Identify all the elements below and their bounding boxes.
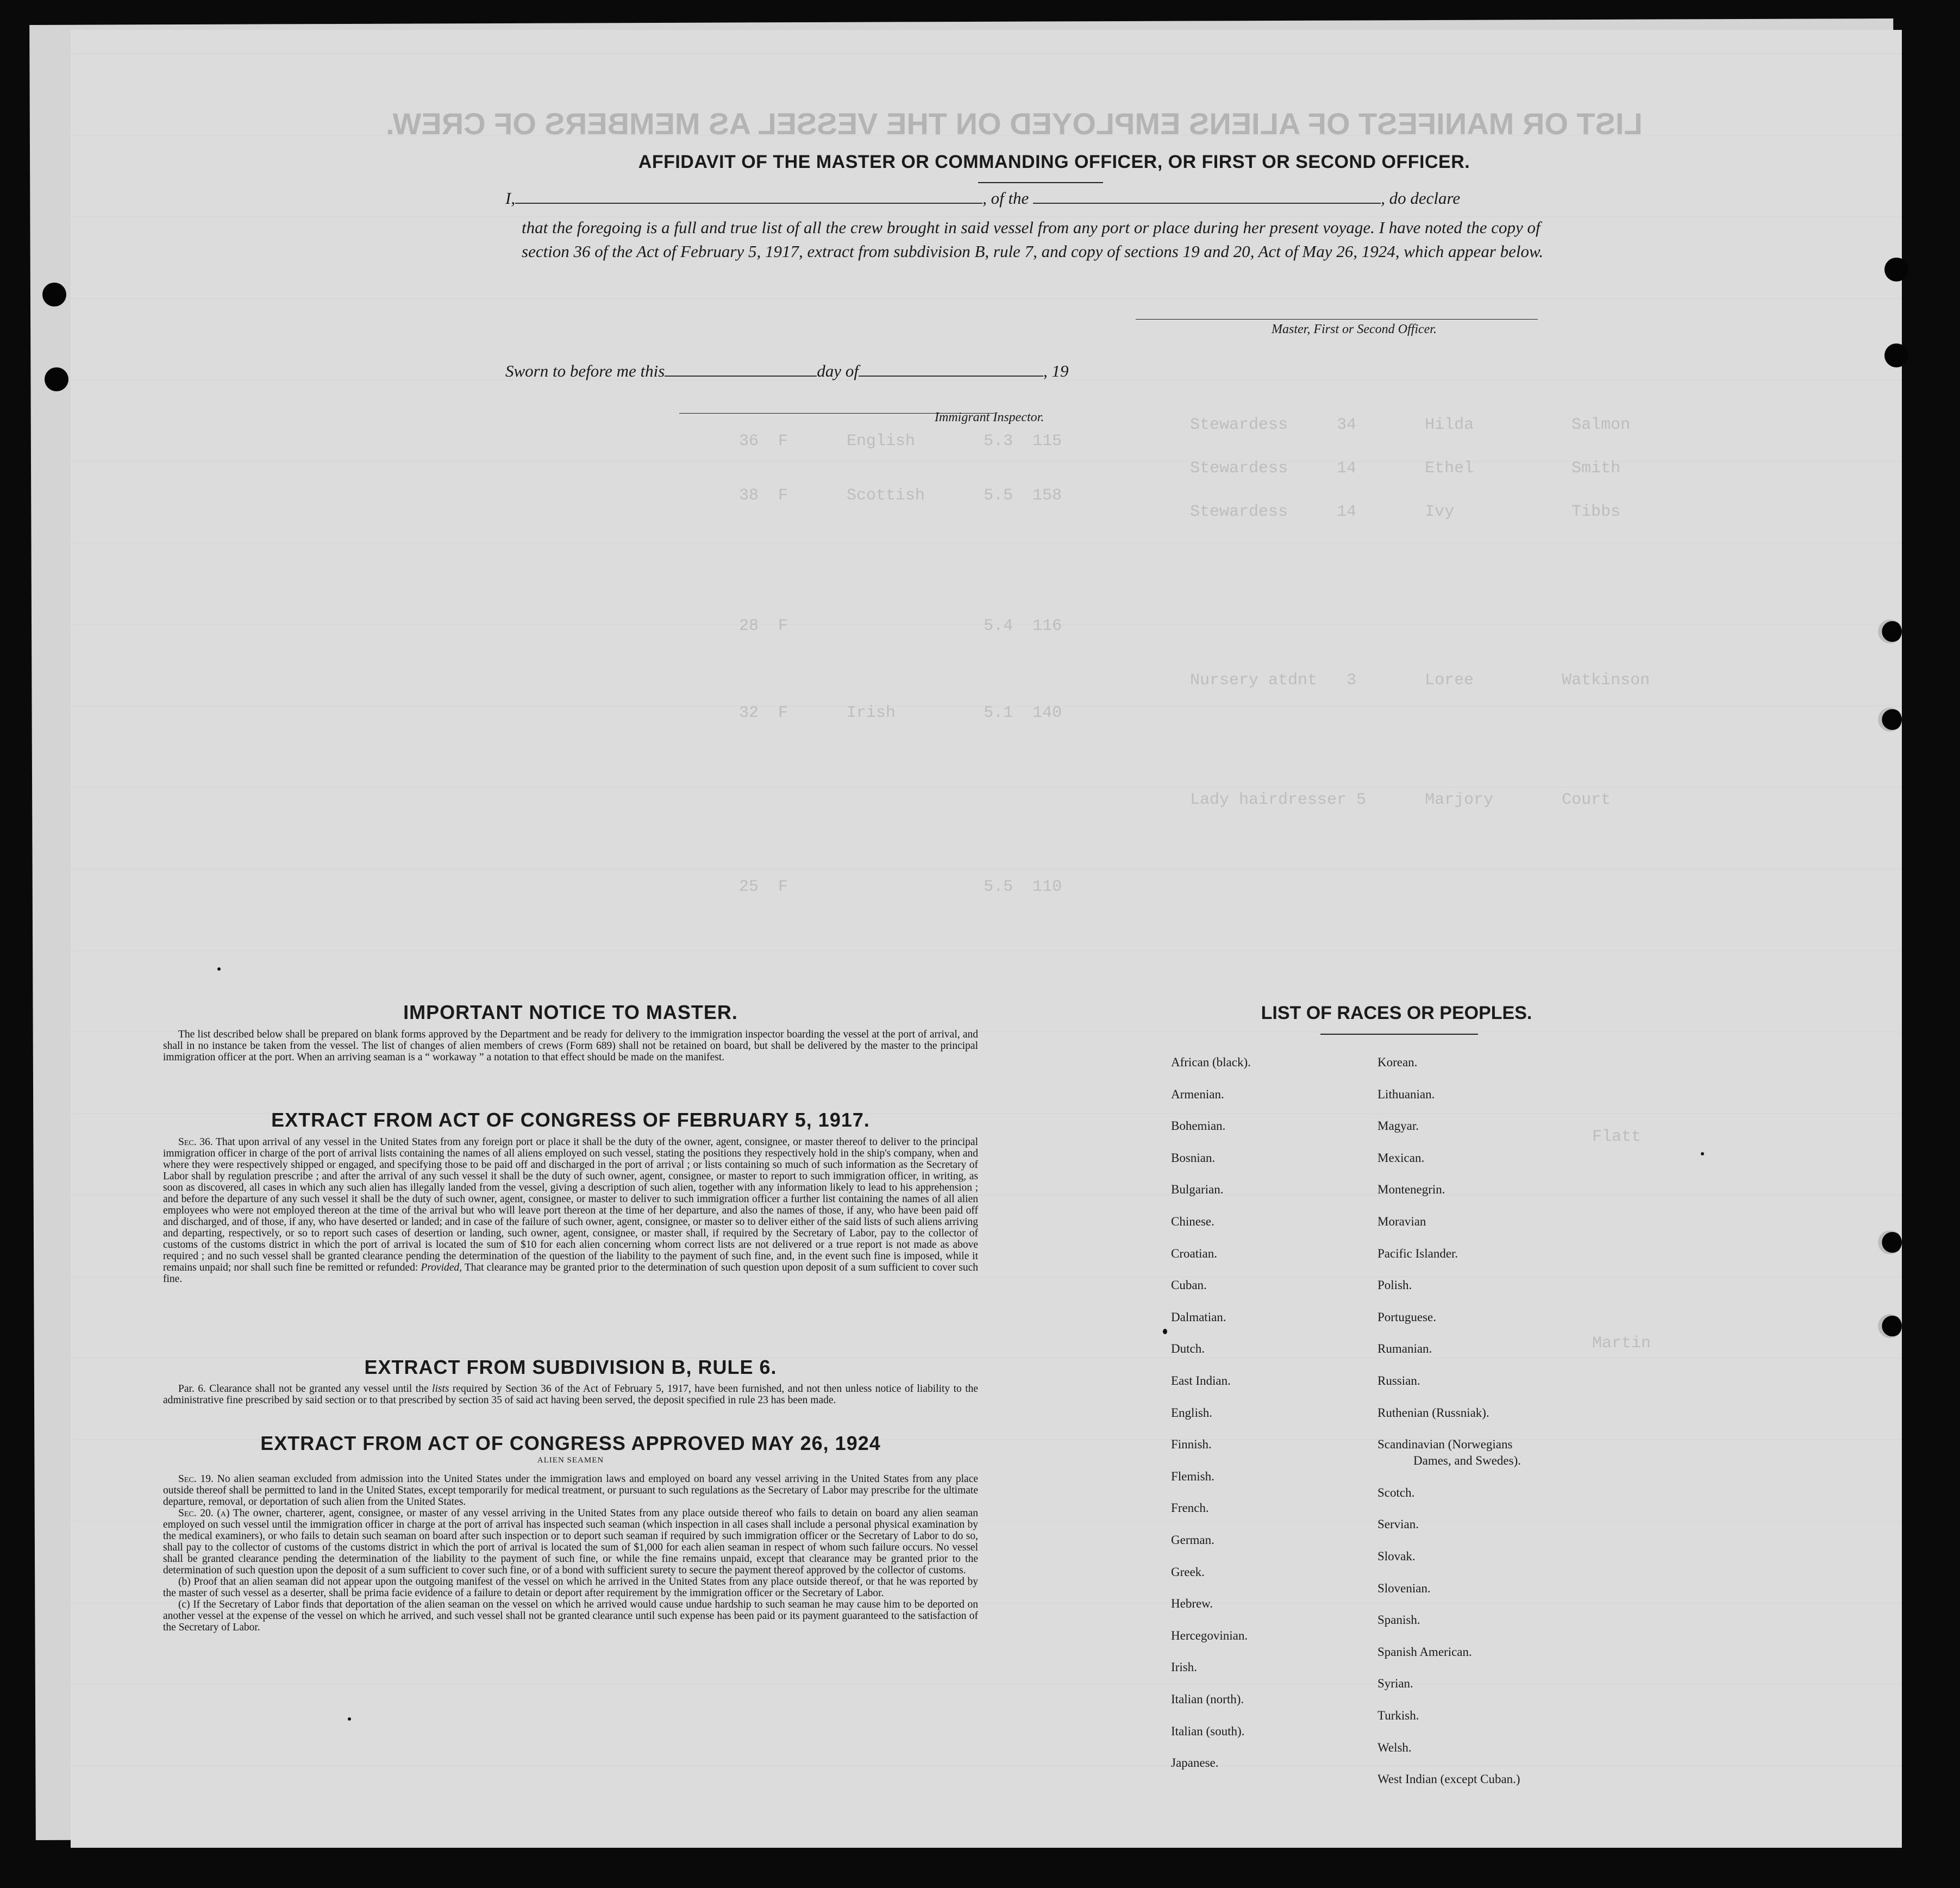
- race-item: Dalmatian.: [1171, 1310, 1226, 1324]
- i-label: I,: [505, 189, 516, 208]
- race-item: Dutch.: [1171, 1342, 1205, 1356]
- races-title: LIST OF RACES OR PEOPLES.: [1261, 1003, 1532, 1023]
- inspector-label: Immigrant Inspector.: [935, 410, 1044, 424]
- sworn-label: Sworn to before me this: [505, 361, 665, 380]
- extract-rule6-text: [163, 1383, 978, 1406]
- speck: [1701, 1152, 1704, 1155]
- do-declare-label: , do declare: [1381, 189, 1461, 208]
- punch-hole: [1884, 258, 1908, 282]
- notice-text: [163, 1029, 978, 1063]
- race-item: Bosnian.: [1171, 1151, 1216, 1165]
- race-item: Dames, and Swedes).: [1413, 1454, 1521, 1468]
- speck: [348, 1717, 351, 1721]
- sworn-line: [505, 361, 1068, 381]
- race-item: Lithuanian.: [1377, 1087, 1435, 1101]
- race-item: Rumanian.: [1377, 1342, 1432, 1356]
- race-item: Finnish.: [1171, 1437, 1212, 1452]
- race-item: Scotch.: [1377, 1485, 1415, 1499]
- race-item: German.: [1171, 1533, 1214, 1547]
- extract-1924-text: [163, 1473, 978, 1633]
- sec20a-label: Sec. 20. (a): [178, 1508, 230, 1519]
- race-item: Syrian.: [1377, 1677, 1413, 1691]
- race-item: Welsh.: [1377, 1740, 1412, 1754]
- vessel-blank: [1033, 190, 1381, 204]
- day-of-label: day of: [817, 361, 859, 380]
- sec20a-text: The owner, charterer, agent, consignee, or master of any vessel arriving in the United States from any place outside thereof who fails to detain on board any alien seaman employed on such vessel until the immigration officer in charge at the port of arrival has inspected such seaman (which inspection in all cases shall include a personal physical examination by the medical examiners), or who fails to detain such seaman on board after such inspection or to deport such seaman if required by such immigration officer or the Secretary of Labor to do so, shall pay to the collector of customs of the customs district in which the port of arrival is located the sum of $1,000 for each alien seaman in respect of whom such failure occurs. No vessel shall be granted clearance pending the determination of the liability to the payment of such fine, or while the fine remains unpaid, except that clearance may be granted prior to the determination of such question upon the deposit of a sum sufficient to cover such fine, or of a bond with sufficient surety to secure the payment thereof approved by the collector of customs.: [163, 1508, 978, 1576]
- race-item: Turkish.: [1377, 1709, 1419, 1722]
- sec20c-text: (c) If the Secretary of Labor finds that deportation of the alien seaman on the vessel on which he arrived would cause undue hardship to such seaman he may cause him to be deported on another vessel at the expense of the vessel on which he arrived, and such vessel shall not be granted clearance until such expense has been paid or its payment guaranteed to the satisfaction of the Secretary of Labor.: [163, 1599, 978, 1633]
- punch-hole: [45, 367, 68, 391]
- sec36-label: Sec. 36.: [178, 1136, 213, 1148]
- race-item: Croatian.: [1171, 1246, 1217, 1260]
- extract-1924-title: EXTRACT FROM ACT OF CONGRESS APPROVED MAY 26, 1924: [260, 1432, 881, 1454]
- race-item: Servian.: [1377, 1517, 1419, 1531]
- race-item: Hebrew.: [1171, 1597, 1213, 1611]
- notice-paragraph: The list described below shall be prepared on blank forms approved by the Department and be ready for delivery to the immigration inspector boarding the vessel at the port of arrival, and shall in no instance be taken from the vessel. The list of changes of alien members of crews (Form 689) shall not be retained on board, but shall be delivered by the master to the principal immigration officer at the port. When an arriving seaman is a “ workaway ” a notation to that effect should be made on the manifest.: [163, 1029, 978, 1063]
- races-title-underline: [1320, 1034, 1478, 1035]
- affidavit-first-line: [505, 189, 1460, 208]
- punch-hole: [1884, 343, 1908, 367]
- race-item: West Indian (except Cuban.): [1377, 1772, 1520, 1786]
- race-item: Chinese.: [1171, 1215, 1214, 1228]
- extract-1917-title: EXTRACT FROM ACT OF CONGRESS OF FEBRUARY 5, 1917.: [271, 1109, 870, 1131]
- notice-title: IMPORTANT NOTICE TO MASTER.: [403, 1001, 738, 1023]
- name-blank: [515, 190, 982, 204]
- race-item: Scandinavian (Norwegians: [1377, 1437, 1513, 1452]
- sec19-text: No alien seaman excluded from admission into the United States under the immigration laws and employed on board any vessel arriving in the United States from any place outside thereof shall be permitted to land in the United States, except temporarily for medical treatment, or pursuant to such regulations as the Secretary of Labor may prescribe for the ultimate departure, removal, or deportation of such alien from the United States.: [163, 1473, 979, 1508]
- race-item: Greek.: [1171, 1565, 1205, 1579]
- punch-hole: [1878, 708, 1902, 732]
- master-signature-label: Master, First or Second Officer.: [1272, 322, 1437, 336]
- month-blank: [859, 362, 1043, 377]
- master-signature-line: [1136, 319, 1538, 320]
- race-item: Irish.: [1171, 1660, 1197, 1674]
- extract-1917-text: [163, 1136, 978, 1285]
- race-item: East Indian.: [1171, 1374, 1231, 1387]
- day-blank: [665, 362, 817, 377]
- document-page: LIST OR MANIFEST OF ALIENS EMPLOYED ON THE VESSEL AS MEMBERS OF CREW. Stewardess 34 Hilda Salmon Stewardess 14 Ethel Smith Stewardess 14 Ivy Tibbs Nursery atdnt 3 Loree Watkinson Lady hairdresser 5 Marjory Court 36 F English 5.3 115 38 F Scottish 5.5 158 28 F 5.4 116 32 F Irish 5.1 140 25 F 5.5 110 Flatt Martin AFFIDAVIT OF THE MASTER OR COMMANDING OFFICER, OR FIRST OR SECOND OFFICER. I, , of the , do declare that the foregoing is a full and true list of all the crew brought in said vessel from any port or place during her present voyage. I have noted the copy of section 36 of the Act of February 5, 1917, extract from subdivision B, rule 7, and copy of sections 19 and 20, Act of May 26, 1924, which appear below. Master, First or Second Officer. Sworn to before me this day of , 19 Immigrant Inspector. IMPORTANT NOTICE TO MASTER. The list described below shall be prepared on blank forms approved by the Department and be ready for delivery to the immigration inspector boarding the vessel at the port of arrival, and shall in no instance be taken from the vessel. The list of changes of alien members of crews (Form 689) shall not be retained on board, but shall be delivered by the master to the principal immigration officer at the port. When an arriving seaman is a “ workaway ” a notation to that effect should be made on the manifest. EXTRACT FROM ACT OF CONGRESS OF FEBRUARY 5, 1917. Sec. 36. That upon arrival of any vessel in the United States from any foreign port or place it shall be the duty of the owner, agent, consignee, or master thereof to deliver to the principal immigration officer in charge of the port of arrival lists containing the names of all aliens employed on such vessel, stating the positions they respectively hold in the ship's company, when and where they were respectively shipped or engaged, and specifying those to be paid off and discharged in the port of arrival ; or lists containing so much of such information as the Secretary of Labor shall by regulation prescribe ; and after the arrival of any such vessel it shall be the duty of such owner, agent, consignee, or master to report to such immigration officer, in writing, as soon as discovered, all cases in which any such alien has illegally landed from the vessel, giving a description of such alien, together with any information likely to lead to his apprehension ; and before the departure of any such vessel it shall be the duty of such owner, agent, consignee, or master to deliver to such immigration officer a further list containing the names of all alien employees who were not employed thereon at the time of the arrival but who will leave port thereon at the time of her departure, and also the names of those, if any, who have been paid off and discharged, and of those, if any, who have deserted or landed; and in case of the failure of such owner, agent, consignee, or master so to deliver either of the said lists of such aliens arriving and departing, respectively, or so to report such cases of desertion or landing, such owner, agent, consignee, or master shall, if required by the Secretary of Labor, pay to the collector of customs of the customs district in which the port of arrival is located the sum of $10 for each alien concerning whom correct lists are not delivered or a true report is not made as above required ; and no such vessel shall be granted clearance pending the determination of the question of the liability to the payment of such fine, and, in the event such fine is imposed, while it remains unpaid; nor shall such fine be remitted or refunded: Provided, That clearance may be granted prior to the determination of such question upon deposit of a sum sufficient to cover such fine. EXTRACT FROM SUBDIVISION B, RULE 6. Par. 6. Clearance shall not be granted any vessel until the lists required by Section 36 of the Act of February 5, 1917, have been furnished, and not then unless notice of liability to the administrative fine prescribed by said section or to that prescribed by section 35 of said act having been served, the deposit specified in rule 23 has been made. EXTRACT FROM ACT OF CONGRESS APPROVED MAY 26, 1924 ALIEN SEAMEN Sec. 19. No alien seaman excluded from admission into the United States under the immigration laws and employed on board any vessel arriving in the United States from any place outside thereof shall be permitted to land in the United States, except temporarily for medical treatment, or pursuant to such regulations as the Secretary of Labor may prescribe for the ultimate departure, removal, or deportation of such alien from the United States. Sec. 20. (a) The owner, charterer, agent, consignee, or master of any vessel arriving in the United States from any place outside thereof who fails to detain on board any alien seaman employed on such vessel until the immigration officer in charge at the port of arrival has inspected such seaman (which inspection in all cases shall include a personal physical examination by the medical examiners), or who fails to detain such seaman on board after such inspection or to deport such seaman if required by such immigration officer or the Secretary of Labor to do so, shall pay to the collector of customs of the customs district in which the port of arrival is located the sum of $1,000 for each alien seaman in respect of whom such failure occurs. No vessel shall be granted clearance pending the determination of the liability to the payment of such fine, or while the fine remains unpaid, except that clearance may be granted prior to the determination of such question upon the deposit of a sum sufficient to cover such fine, or of a bond with sufficient surety to secure the payment thereof approved by the collector of customs. (b) Proof that an alien seaman did not appear upon the outgoing manifest of the vessel on which he arrived in the United States from any place outside thereof, or that he was reported by the master of such vessel as a deserter, shall be prima facie evidence of a failure to detain or deport after requirement by the immigration officer or the Secretary of Labor. (c) If the Secretary of Labor finds that deportation of the alien seaman on the vessel on which he arrived would cause undue hardship to such seaman he may cause him to be deported on another vessel at the expense of the vessel on which he arrived, and such vessel shall not be granted clearance until such expense has been paid or its payment guaranteed to the satisfaction of the Secretary of Labor. LIST OF RACES OR PEOPLES. African (black). Armenian. Bohemian. Bosnian. Bulgarian. Chinese. Croatian. Cuban. Dalmatian. Dutch. East Indian. English. Finnish. Flemish. French. German. Greek. Hebrew. Hercegovinian. Irish. Italian (north). Italian (south). Japanese. Korean. Lithuanian. Magyar. Mexican. Montenegrin. Moravian Pacific Islander. Polish. Portuguese. Rumanian. Russian. Ruthenian (Russniak). Scandinavian (Norwegians Dames, and Swedes). Scotch. Servian. Slovak. Slovenian. Spanish. Spanish American. Syrian. Turkish. Welsh. West Indian (except Cuban.): [71, 30, 1902, 1848]
- title-underline: [978, 182, 1103, 183]
- race-item: Magyar.: [1377, 1119, 1419, 1133]
- race-item: French.: [1171, 1501, 1209, 1515]
- rule6-lists-word: lists: [432, 1383, 449, 1395]
- race-item: Portuguese.: [1377, 1310, 1436, 1324]
- race-item: Armenian.: [1171, 1087, 1224, 1101]
- sec36-text: That upon arrival of any vessel in the United States from any foreign port or place it shall be the duty of the owner, agent, consignee, or master thereof to deliver to the principal immigration officer in charge of the port of arrival lists containing the names of all aliens employed on such vessel, stating the positions they respectively hold in the ship's company, when and where they were respectively shipped or engaged, and specifying those to be paid off and discharged in the port of arrival ; or lists containing so much of such information as the Secretary of Labor shall by regulation prescribe ; and after the arrival of any such vessel it shall be the duty of such owner, agent, consignee, or master to report to such immigration officer, in writing, as soon as discovered, all cases in which any such alien has illegally landed from the vessel, giving a description of such alien, together with any information likely to lead to his apprehension ; and before the departure of any such vessel it shall be the duty of such owner, agent, consignee, or master to deliver to such immigration officer a further list containing the names of all alien employees who were not employed thereon at the time of the arrival but who will leave port thereon at the time of her departure, and also the names of those, if any, who have been paid off and discharged, and of those, if any, who have deserted or landed; and in case of the failure of such owner, agent, consignee, or master so to deliver either of the said lists of such aliens arriving and departing, respectively, or so to report such cases of desertion or landing, such owner, agent, consignee, or master shall, if required by the Secretary of Labor, pay to the collector of customs of the customs district in which the port of arrival is located the sum of $10 for each alien concerning whom correct lists are not delivered or a true report is not made as above required ; and no such vessel shall be granted clearance pending the determination of the question of the liability to the payment of such fine, and, in the event such fine is imposed, while it remains unpaid; nor shall such fine be remitted or refunded:: [163, 1136, 978, 1273]
- race-item: Moravian: [1377, 1215, 1426, 1228]
- rule6-text-pre: Par. 6. Clearance shall not be granted any vessel until the: [178, 1383, 429, 1395]
- race-item: Flemish.: [1171, 1469, 1214, 1483]
- proviso-label: Provided,: [421, 1262, 462, 1273]
- race-item: Cuban.: [1171, 1278, 1207, 1292]
- punch-hole: [1878, 620, 1902, 643]
- of-the-label: , of the: [982, 189, 1029, 208]
- race-item: Hercegovinian.: [1171, 1628, 1248, 1642]
- extract-rule6-title: EXTRACT FROM SUBDIVISION B, RULE 6.: [364, 1356, 777, 1378]
- race-item: Montenegrin.: [1377, 1183, 1445, 1197]
- race-item: Slovenian.: [1377, 1581, 1431, 1595]
- rule6-text-post: required by Section 36 of the Act of February 5, 1917, have been furnished, and not then unless notice of liability to the administrative fine prescribed by said section or to that prescribed by section 35 of said act having been served, the deposit specified in rule 23 has been made.: [163, 1383, 979, 1406]
- sec20b-text: (b) Proof that an alien seaman did not appear upon the outgoing manifest of the vessel on which he arrived in the United States from any place outside thereof, or that he was reported by the master of such vessel as a deserter, shall be prima facie evidence of a failure to detain or deport after requirement by the immigration officer or the Secretary of Labor.: [163, 1576, 978, 1599]
- affidavit-body: that the foregoing is a full and true list of all the crew brought in said vessel from any port or place during her present voyage. I have noted the copy of section 36 of the Act of February 5, 1917, extract from subdivision B, rule 7, and copy of sections 19 and 20, Act of May 26, 1924, which appear below.: [522, 218, 1544, 261]
- race-item: Bohemian.: [1171, 1119, 1226, 1133]
- race-item: Japanese.: [1171, 1756, 1219, 1770]
- race-item: Spanish American.: [1377, 1645, 1472, 1659]
- alien-seamen-subtitle: ALIEN SEAMEN: [537, 1456, 604, 1465]
- bleed-through-title: LIST OR MANIFEST OF ALIENS EMPLOYED ON THE VESSEL AS MEMBERS OF CREW.: [386, 107, 1643, 141]
- speck: [217, 967, 221, 971]
- race-item: Polish.: [1377, 1278, 1412, 1292]
- year-label: , 19: [1043, 361, 1069, 380]
- race-item: Korean.: [1377, 1055, 1418, 1069]
- punch-hole: [42, 283, 66, 307]
- race-item: Italian (south).: [1171, 1724, 1245, 1738]
- proviso-text: That clearance may be granted prior to the determination of such question upon deposit of a sum sufficient to cover such fine.: [163, 1262, 978, 1285]
- race-item: Slovak.: [1377, 1549, 1416, 1563]
- race-item: Ruthenian (Russniak).: [1377, 1405, 1489, 1420]
- affidavit-title: AFFIDAVIT OF THE MASTER OR COMMANDING OFFICER, OR FIRST OR SECOND OFFICER.: [638, 152, 1470, 172]
- race-item: Bulgarian.: [1171, 1183, 1224, 1197]
- race-item: Spanish.: [1377, 1613, 1420, 1627]
- sec19-label: Sec. 19.: [178, 1473, 214, 1485]
- race-item: English.: [1171, 1405, 1213, 1420]
- punch-hole: [1878, 1314, 1902, 1338]
- race-item: Mexican.: [1377, 1151, 1425, 1165]
- race-item: Italian (north).: [1171, 1692, 1244, 1706]
- race-item: Russian.: [1377, 1374, 1420, 1387]
- punch-hole: [1878, 1230, 1902, 1254]
- race-item: Pacific Islander.: [1377, 1246, 1458, 1260]
- speck: [1163, 1329, 1167, 1334]
- race-item: African (black).: [1171, 1055, 1251, 1069]
